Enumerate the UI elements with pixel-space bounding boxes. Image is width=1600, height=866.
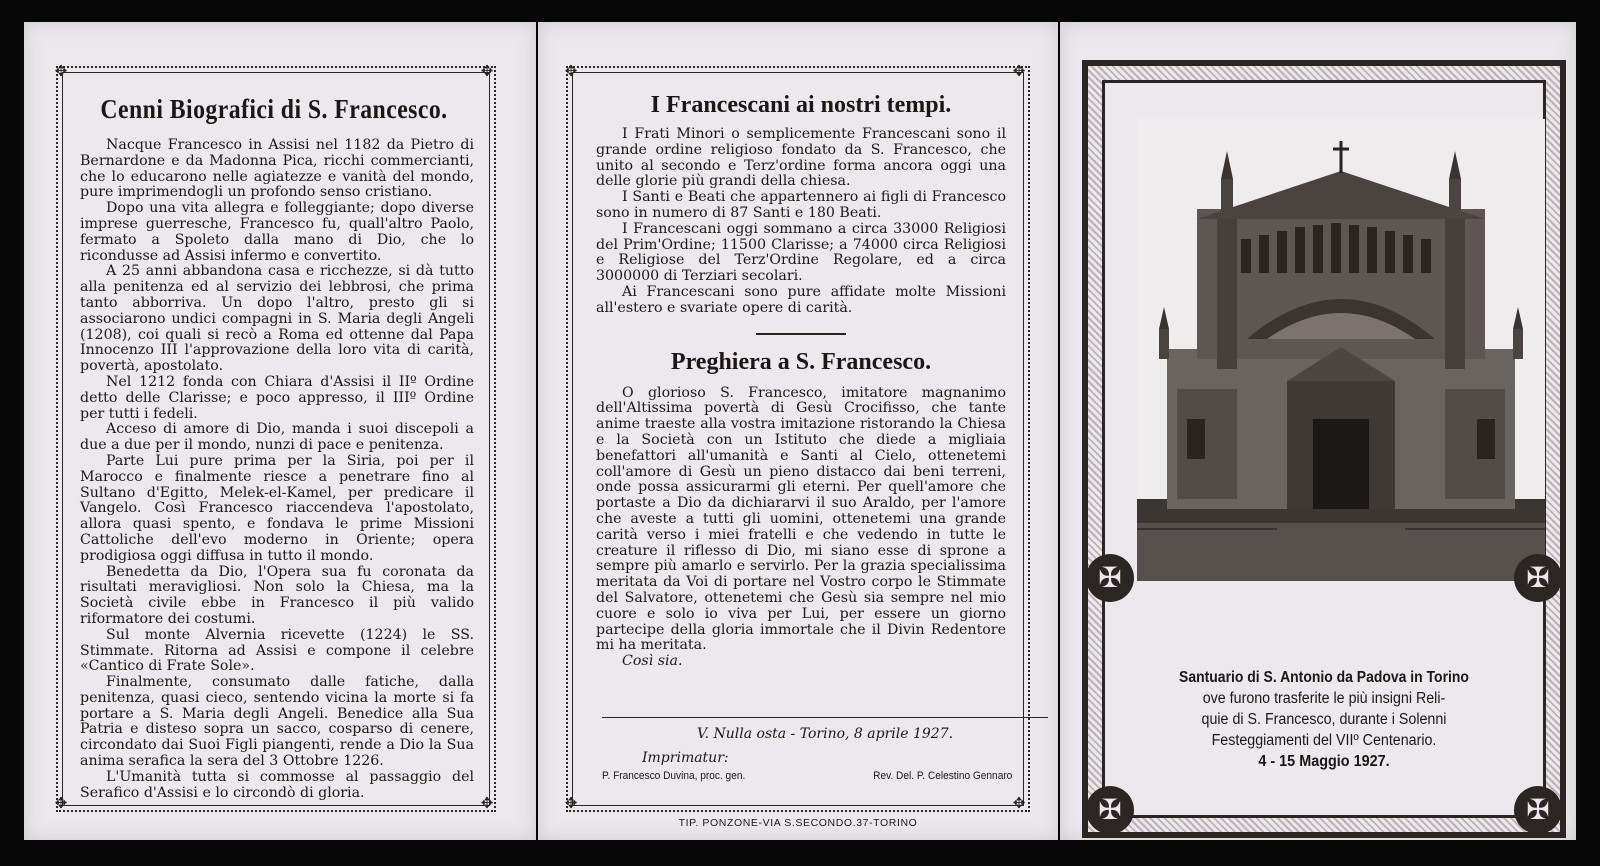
ornament-icon: ✥ — [1012, 794, 1026, 812]
signer-right: Rev. Del. P. Celestino Gennaro — [873, 770, 1013, 782]
caption-dates: 4 - 15 Maggio 1927. — [1258, 753, 1390, 770]
left-panel — [24, 22, 536, 840]
franciscans-title: I Francescani ai nostri tempi. — [650, 92, 952, 118]
cross-rosette-icon: ✠ — [1086, 786, 1134, 834]
inner-frame — [1102, 80, 1546, 818]
paragraph: Sul monte Alvernia ricevette (1224) le SS. Stimmate. Ritorna ad Assisi e compone il celebre «Cantico di Frate Sole». — [80, 626, 474, 675]
paragraph: Ai Francescani sono pure affidate molte Missioni all'estero e svariate opere di carità. — [596, 283, 1006, 316]
cross-rosette-icon: ✠ — [1086, 554, 1134, 602]
paragraph: I Santi e Beati che appartennero ai figli di Francesco sono in numero di 87 Santi e 180 Beati. — [596, 189, 1006, 221]
middle-content — [596, 92, 1006, 670]
nulla-osta: V. Nulla osta - Torino, 8 aprile 1927. — [696, 726, 954, 742]
paragraph: A 25 anni abbandona casa e ricchezze, si dà tutto alla penitenza ed al servizio dei lebbrosi, che prima tanto abborriva. Un dopo l'altro, presto gli si associarono undici compagni in S. Maria degli Angeli (1208), coi quali si recò a Roma ed ottenne dal Papa Innocenzo III l'approvazione della loro vita di carità, povertà, apostolato. — [80, 263, 474, 375]
caption-title: Santuario di S. Antonio da Padova in Torino — [1179, 669, 1469, 686]
ornamental-frame — [1082, 60, 1566, 838]
church-photo — [1137, 119, 1545, 581]
paragraph: I Francescani oggi sommano a circa 33000 Religiosi del Prim'Ordine; 11500 Clarisse; a 74000 circa Religiosi e Religiose del Terz'Ordine Regolare, ed a circa 3000000 di Terziari secolari. — [596, 220, 1006, 285]
left-title: Cenni Biografici di S. Francesco. — [100, 94, 448, 124]
paragraph: Dopo una vita allegra e folleggiante; dopo diverse imprese guerresche, Francesco fu, quall'altro Paolo, fermato a Spoleto dalla mano di Dio, che lo ricondusse ad Assisi infermo e convertito. — [80, 200, 474, 264]
cross-rosette-icon: ✠ — [1514, 554, 1562, 602]
approval-block — [602, 717, 1048, 782]
paragraph: Nel 1212 fonda con Chiara d'Assisi il IIº Ordine detto delle Clarisse; e poco appresso, il IIIº Ordine per tutti i fedeli. — [80, 373, 474, 422]
ornament-icon: ✥ — [1012, 62, 1026, 80]
printer-imprint: TIP. PONZONE-VIA S.SECONDO.37-TORINO — [678, 817, 918, 829]
paragraph: L'Umanità tutta si commosse al passaggio del Serafico d'Assisi e lo circondò di gloria. — [80, 768, 474, 801]
right-panel — [1060, 22, 1576, 840]
left-body — [80, 138, 474, 801]
caption — [1145, 667, 1503, 772]
paragraph: Benedetta da Dio, l'Opera sua fu coronata da risultati meravigliosi. Non solo la Chiesa, ma la Società civile ebbe in Francesco il più valido riformatore dei costumi. — [80, 563, 474, 627]
ornament-icon: ✥ — [54, 62, 68, 80]
paragraph: Finalmente, consumato dalle fatiche, dalla penitenza, quasi cieco, sentendo vicina la morte si fa portare a S. Maria degli Angeli. Benedice alla Sua Patria e disteso sopra un sacco, cosparso di cenere, circondato dai Suoi Figli piangenti, rende a Dio la Sua anima serafica la sera del 3 Ottobre 1226. — [80, 674, 474, 770]
ornament-icon: ✥ — [54, 794, 68, 812]
ornament-icon: ✥ — [480, 62, 494, 80]
caption-line: quie di S. Francesco, durante i Solenni — [1201, 711, 1447, 728]
prayer-title: Preghiera a S. Francesco. — [670, 348, 932, 375]
section-divider — [756, 333, 846, 335]
cross-rosette-icon: ✠ — [1514, 786, 1562, 834]
caption-line: Festeggiamenti del VIIº Centenario. — [1211, 732, 1437, 749]
paragraph: Nacque Francesco in Assisi nel 1182 da Pietro di Bernardone e da Madonna Pica, ricchi commercianti, che lo educarono nelle agiatezze e vanità del mondo, pure imprimendogli un profondo senso cristiano. — [80, 137, 474, 201]
caption-line: ove furono trasferite le più insigni Reli- — [1202, 690, 1446, 707]
ornament-icon: ✥ — [564, 794, 578, 812]
approval-rule — [602, 717, 1048, 718]
imprimatur-label: Imprimatur: — [642, 750, 729, 766]
prayer-amen: Così sia. — [622, 653, 683, 670]
prayer-body — [596, 386, 1006, 670]
franciscans-body — [596, 127, 1006, 317]
ornament-icon: ✥ — [564, 62, 578, 80]
paragraph: I Frati Minori o semplicemente Francescani sono il grande ordine religioso fondato da S. Francesco, che unito al secondo e Terz'ordine forma ancora oggi una delle glorie più grandi della chiesa. — [596, 126, 1006, 190]
paragraph: Acceso di amore di Dio, manda i suoi discepoli a due a due per il mondo, nunzi di pace e penitenza. — [80, 421, 474, 454]
paragraph: Parte Lui pure prima per la Siria, poi per il Marocco e finalmente riesce a penetrare fino al Sultano d'Egitto, Melek-el-Kamel, per predicare il Vangelo. Così Francesco riaccendeva l'apostolato, allora quasi spento, e fondava le prime Missioni Cattoliche dell'evo moderno in Oriente; opera prodigiosa oggi diffusa in tutto il mondo. — [80, 452, 474, 564]
signer-left: P. Francesco Duvina, proc. gen. — [602, 770, 746, 782]
signers — [602, 770, 1012, 782]
ornament-icon: ✥ — [480, 794, 494, 812]
middle-panel — [538, 22, 1058, 840]
prayer-text: O glorioso S. Francesco, imitatore magnanimo dell'Altissima povertà di Gesù Crocifisso, che tante anime traeste alla vostra imitazione ristorando la Chiesa e la Società con un Istituto che diede a migliaia benefattori all'umanità e Santi al Cielo, ottenetemi coll'amore di Gesù un pieno distacco dai beni terreni, onde possa assicurarmi gli eterni. Per quell'amore che portaste a Dio da dichiararvi il suo Araldo, per l'amore che aveste a tutti gli uomini, ottenetemi una grande carità verso i miei fratelli e che vedendo in tutte le creature il riflesso di Dio, mi siano esse di sprone a sempre più amarlo e servirlo. Per la grazia specialissima meritata da Voi di portare nel Vostro corpo le Stimmate del Salvatore, ottenetemi che Gesù sia sempre nel mio cuore e solo io viva per Lui, per essere un giorno partecipe della gloria immortale che il Divin Redentore mi ha meritata. — [596, 384, 1006, 654]
